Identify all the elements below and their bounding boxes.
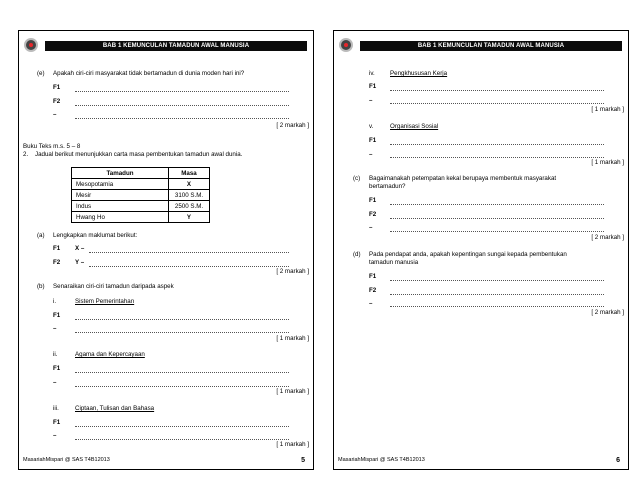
- table-cell: Hwang Ho: [72, 212, 169, 223]
- answer-label-f1: F1: [53, 245, 61, 252]
- page-right: [333, 30, 629, 470]
- answer-line[interactable]: [390, 204, 604, 205]
- answer-label-f2: F2: [369, 211, 377, 218]
- school-logo-icon: [339, 38, 353, 52]
- table-cell: 3100 S.M.: [169, 190, 210, 201]
- answer-dash: –: [53, 325, 57, 332]
- answer-line[interactable]: [390, 90, 604, 91]
- sub-ii-number: ii.: [53, 351, 58, 358]
- answer-label-f1: F1: [53, 84, 61, 91]
- table-cell: Y: [169, 212, 210, 223]
- answer-dash: –: [369, 97, 373, 104]
- answer-label-f1: F1: [369, 137, 377, 144]
- answer-label-f1: F1: [369, 83, 377, 90]
- answer-line[interactable]: [75, 426, 289, 427]
- marks-label: [ 1 markah ]: [276, 441, 309, 448]
- answer-line[interactable]: [75, 91, 289, 92]
- question-c-label: (c): [353, 175, 361, 182]
- marks-label: [ 1 markah ]: [591, 159, 624, 166]
- answer-label-f1: F1: [369, 197, 377, 204]
- answer-dash: –: [369, 300, 373, 307]
- answer-line[interactable]: [75, 386, 289, 387]
- textbook-reference: Buku Teks m.s. 5 – 8: [23, 143, 81, 150]
- answer-label-f2: F2: [53, 259, 61, 266]
- table-row: [72, 179, 210, 190]
- answer-line[interactable]: [390, 218, 604, 219]
- question-b-label: (b): [37, 283, 45, 290]
- question-e-label: (e): [37, 70, 45, 77]
- answer-line[interactable]: [75, 105, 289, 106]
- answer-line[interactable]: [75, 332, 289, 333]
- answer-line[interactable]: [89, 266, 289, 267]
- answer-line[interactable]: [75, 118, 289, 119]
- page-number: 5: [301, 457, 305, 464]
- marks-label: [ 1 markah ]: [591, 106, 624, 113]
- answer-label-f1: F1: [53, 312, 61, 319]
- question-e-text: Apakah ciri-ciri masyarakat tidak bertamadun di dunia moden hari ini?: [53, 70, 245, 77]
- table-header-row: [72, 168, 210, 179]
- sub-iii-title: Ciptaan, Tulisan dan Bahasa: [75, 405, 155, 412]
- answer-y-label: Y –: [75, 259, 85, 266]
- table-row: [72, 212, 210, 223]
- answer-line[interactable]: [75, 439, 289, 440]
- answer-label-f2: F2: [369, 287, 377, 294]
- answer-label-f1: F1: [53, 365, 61, 372]
- page-header: BAB 1 KEMUNCULAN TAMADUN AWAL MANUSIA: [360, 41, 622, 51]
- answer-line[interactable]: [390, 280, 604, 281]
- civilization-timeline-table: [71, 167, 210, 223]
- answer-line[interactable]: [390, 294, 604, 295]
- question-d-text-line1: Pada pendapat anda, apakah kepentingan sungai kepada pembentukan: [369, 251, 567, 258]
- sub-ii-title: Agama dan Kepercayaan: [75, 351, 145, 358]
- answer-line[interactable]: [75, 372, 289, 373]
- table-cell: Indus: [72, 201, 169, 212]
- sub-i-title: Sistem Pemerintahan: [75, 298, 135, 305]
- answer-x-label: X –: [75, 245, 85, 252]
- page-number: 6: [616, 457, 620, 464]
- page-footer: MasariahMispari @ SAS T4B12013: [23, 457, 110, 463]
- answer-dash: –: [53, 111, 57, 118]
- sub-iv-number: iv.: [369, 70, 375, 77]
- sub-v-title: Organisasi Sosial: [390, 123, 439, 130]
- table-cell: 2500 S.M.: [169, 201, 210, 212]
- marks-label: [ 2 markah ]: [591, 234, 624, 241]
- answer-line[interactable]: [75, 319, 289, 320]
- marks-label: [ 1 markah ]: [276, 335, 309, 342]
- sub-i-number: i.: [53, 298, 57, 305]
- table-header-cell: Masa: [169, 168, 210, 179]
- answer-label-f1: F1: [53, 419, 61, 426]
- table-cell: Mesopotamia: [72, 179, 169, 190]
- page-footer: MasariahMispari @ SAS T4B12013: [338, 457, 425, 463]
- answer-dash: –: [53, 379, 57, 386]
- sub-v-number: v.: [369, 123, 374, 130]
- table-header-cell: Tamadun: [72, 168, 169, 179]
- question-d-label: (d): [353, 251, 361, 258]
- marks-label: [ 2 markah ]: [276, 122, 309, 129]
- table-row: [72, 201, 210, 212]
- question-a-label: (a): [37, 232, 45, 239]
- answer-dash: –: [369, 224, 373, 231]
- sub-iv-title: Pengkhususan Kerja: [390, 70, 448, 77]
- question-2-number: 2.: [23, 151, 29, 158]
- question-c-text-line2: bertamadun?: [369, 183, 406, 190]
- answer-label-f1: F1: [369, 273, 377, 280]
- question-d-text-line2: tamadun manusia: [369, 259, 419, 266]
- answer-line[interactable]: [390, 157, 604, 158]
- table-cell: X: [169, 179, 210, 190]
- answer-dash: –: [53, 432, 57, 439]
- question-b-text: Senaraikan ciri-ciri tamadun daripada aspek: [53, 283, 174, 290]
- table-row: [72, 190, 210, 201]
- marks-label: [ 2 markah ]: [591, 309, 624, 316]
- table-cell: Mesir: [72, 190, 169, 201]
- answer-line[interactable]: [390, 231, 604, 232]
- marks-label: [ 1 markah ]: [276, 388, 309, 395]
- question-c-text-line1: Bagaimanakah petempatan kekal berupaya membentuk masyarakat: [369, 175, 557, 182]
- sub-iii-number: iii.: [53, 405, 59, 412]
- answer-line[interactable]: [89, 252, 289, 253]
- answer-line[interactable]: [390, 144, 604, 145]
- page-header: BAB 1 KEMUNCULAN TAMADUN AWAL MANUSIA: [45, 41, 307, 51]
- answer-line[interactable]: [390, 306, 604, 307]
- answer-line[interactable]: [390, 103, 604, 104]
- answer-label-f2: F2: [53, 98, 61, 105]
- question-a-text: Lengkapkan maklumat berikut:: [53, 232, 138, 239]
- question-2-text: Jadual berikut menunjukkan carta masa pembentukan tamadun awal dunia.: [35, 151, 243, 158]
- answer-dash: –: [369, 151, 373, 158]
- marks-label: [ 2 markah ]: [276, 268, 309, 275]
- page-left: [18, 30, 314, 470]
- school-logo-icon: [24, 38, 38, 52]
